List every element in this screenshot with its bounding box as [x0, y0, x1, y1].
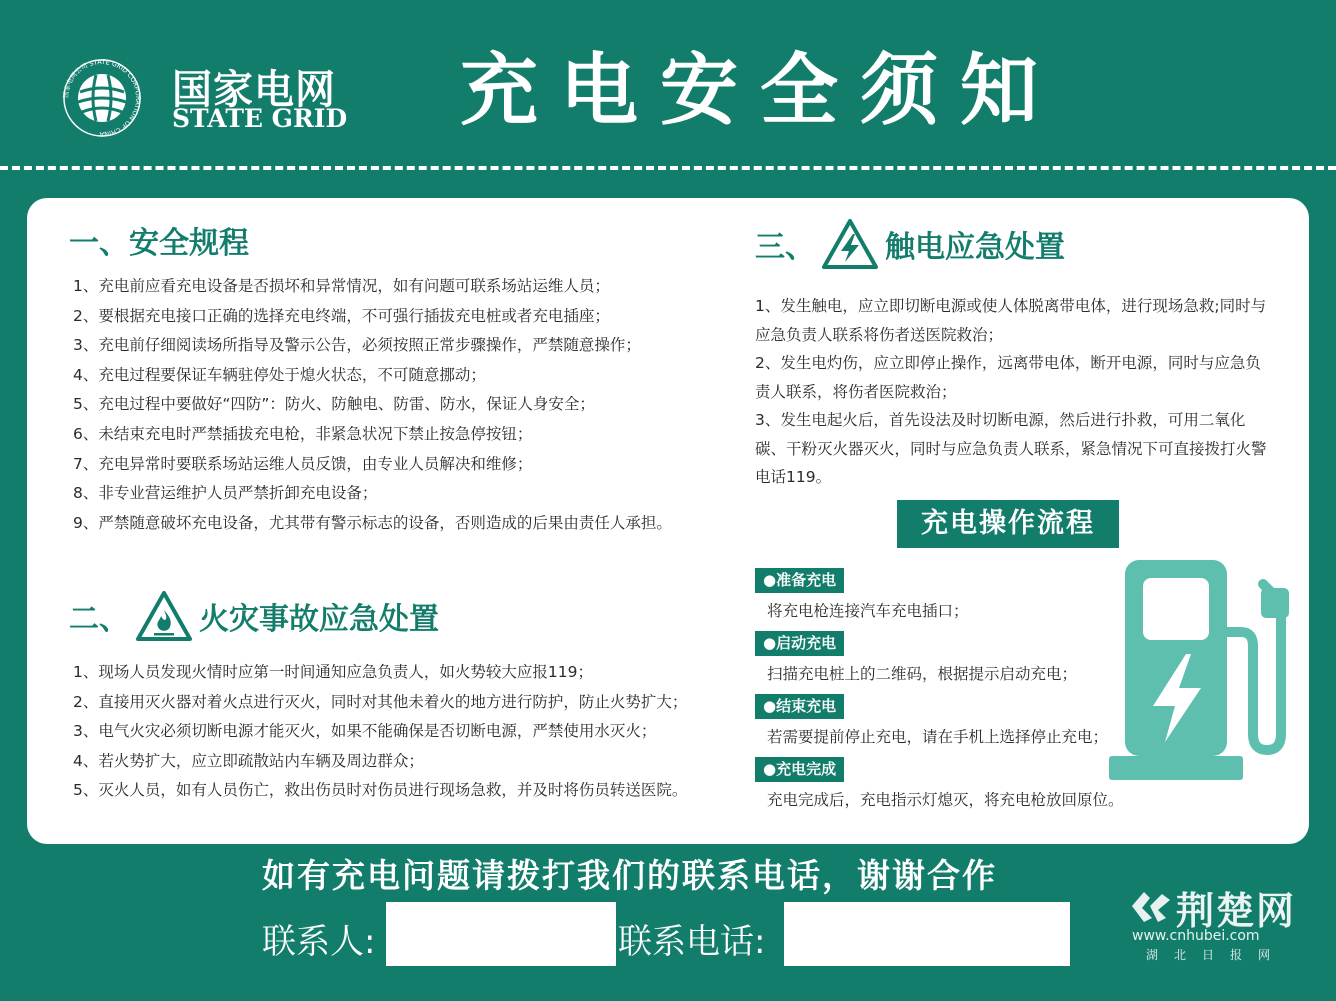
section2-title-text: 火灾事故应急处置: [199, 602, 439, 637]
section3-prefix: 三、: [755, 230, 815, 265]
list-item: 3、发生电起火后，首先设法及时切断电源，然后进行扑救，可用二氧化: [755, 411, 1246, 429]
step-description: 若需要提前停止充电，请在手机上选择停止充电；: [767, 728, 1109, 746]
list-item: 4、若火势扩大，应立即疏散站内车辆及周边群众；: [73, 751, 424, 770]
page-title: 充电安全须知: [460, 46, 1061, 136]
electric-shock-warning-icon: [821, 218, 879, 270]
logo-ring-text: 国家电网公司 STATE GRID CORPORATION OF CHINA: [62, 58, 142, 138]
state-grid-emblem-icon: [62, 58, 142, 138]
charging-pump-icon: [1103, 550, 1293, 790]
list-item: 3、电气火灾必须切断电源才能灭火，如果不能确保是否切断电源，严禁使用水灭火；: [73, 722, 657, 741]
list-item: 3、充电前仔细阅读场所指导及警示公告，必须按照正常步骤操作，严禁随意操作；: [73, 336, 641, 355]
step-description: 充电完成后，充电指示灯熄灭，将充电枪放回原位。: [767, 791, 1124, 809]
cnhubei-logo-icon: [1130, 888, 1172, 924]
logo-chinese-name: 国家电网: [172, 67, 336, 113]
list-item: 1、现场人员发现火情时应第一时间通知应急负责人，如火势较大应报119；: [73, 663, 593, 681]
section1-list: [73, 272, 672, 538]
list-item: 9、严禁随意破坏充电设备，尤其带有警示标志的设备，否则造成的后果由责任人承担。: [73, 513, 672, 532]
section2-list: [73, 658, 687, 806]
watermark-subtitle: 湖北日报网: [1146, 948, 1287, 962]
step-badge: ●启动充电: [755, 631, 844, 656]
section2-title: [69, 590, 439, 642]
section1-title: 一、安全规程: [69, 226, 249, 261]
step-badge: ●充电完成: [755, 757, 844, 782]
step-badge: ●结束充电: [755, 694, 844, 719]
list-item: 2、发生电灼伤，应立即停止操作，远离带电体，断开电源，同时与应急负: [755, 354, 1261, 372]
list-item: 7、充电异常时要联系场站运维人员反馈，由专业人员解决和维修；: [73, 454, 533, 473]
header-divider: [0, 166, 1336, 170]
watermark-url: www.cnhubei.com: [1132, 928, 1260, 944]
state-grid-logo: [62, 52, 352, 142]
section2-prefix: 二、: [69, 602, 129, 637]
section3-list: [755, 292, 1267, 492]
step-badge: ●准备充电: [755, 568, 844, 593]
list-item: 1、充电前应看充电设备是否损坏和异常情况，如有问题可联系场站运维人员；: [73, 277, 610, 295]
list-item: 5、灭火人员，如有人员伤亡，救出伤员时对伤员进行现场急救，并及时将伤员转送医院。: [73, 781, 688, 800]
contact-phone-label: 联系电话:: [618, 922, 766, 962]
fire-warning-icon: [135, 590, 193, 642]
list-item: 2、要根据充电接口正确的选择充电终端，不可强行插拔充电桩或者充电插座；: [73, 306, 610, 325]
contact-person-box: [386, 902, 616, 966]
contact-phone-box: [784, 902, 1070, 966]
list-item: 2、直接用灭火器对着火点进行灭火，同时对其他未着火的地方进行防护，防止火势扩大；: [73, 692, 688, 711]
cnhubei-watermark: [1126, 880, 1316, 970]
step-description: 将充电枪连接汽车充电插口；: [767, 602, 969, 620]
list-item: 碳、干粉灭火器灭火，同时与应急负责人联系，紧急情况下可直接拨打火警: [755, 439, 1267, 458]
section3-title-text: 触电应急处置: [885, 230, 1065, 265]
logo-english-name: STATE GRID: [172, 104, 348, 133]
flow-title: 充电操作流程: [897, 500, 1119, 548]
list-item: 8、非专业营运维护人员严禁折卸充电设备；: [73, 484, 378, 503]
list-item: 1、发生触电，应立即切断电源或使人体脱离带电体，进行现场急救;同时与: [755, 297, 1267, 315]
list-item: 责人联系，将伤者医院救治；: [755, 382, 957, 401]
list-item: 4、充电过程要保证车辆驻停处于熄火状态，不可随意挪动；: [73, 365, 486, 384]
watermark-name: 荆楚网: [1176, 889, 1297, 933]
contact-person-label: 联系人:: [262, 922, 376, 962]
step-description: 扫描充电桩上的二维码，根据提示启动充电；: [767, 665, 1078, 683]
content-panel: [27, 198, 1309, 844]
footer-notice: 如有充电问题请拨打我们的联系电话，谢谢合作: [262, 856, 997, 895]
section3-title: [755, 218, 1065, 270]
list-item: 6、未结束充电时严禁插拔充电枪，非紧急状况下禁止按急停按钮；: [73, 424, 533, 443]
list-item: 电话119。: [755, 468, 832, 486]
header: [0, 0, 1336, 168]
list-item: 5、充电过程中要做好“四防”：防火、防触电、防雷、防水，保证人身安全；: [73, 395, 595, 414]
list-item: 应急负责人联系将伤者送医院救治；: [755, 325, 1004, 344]
